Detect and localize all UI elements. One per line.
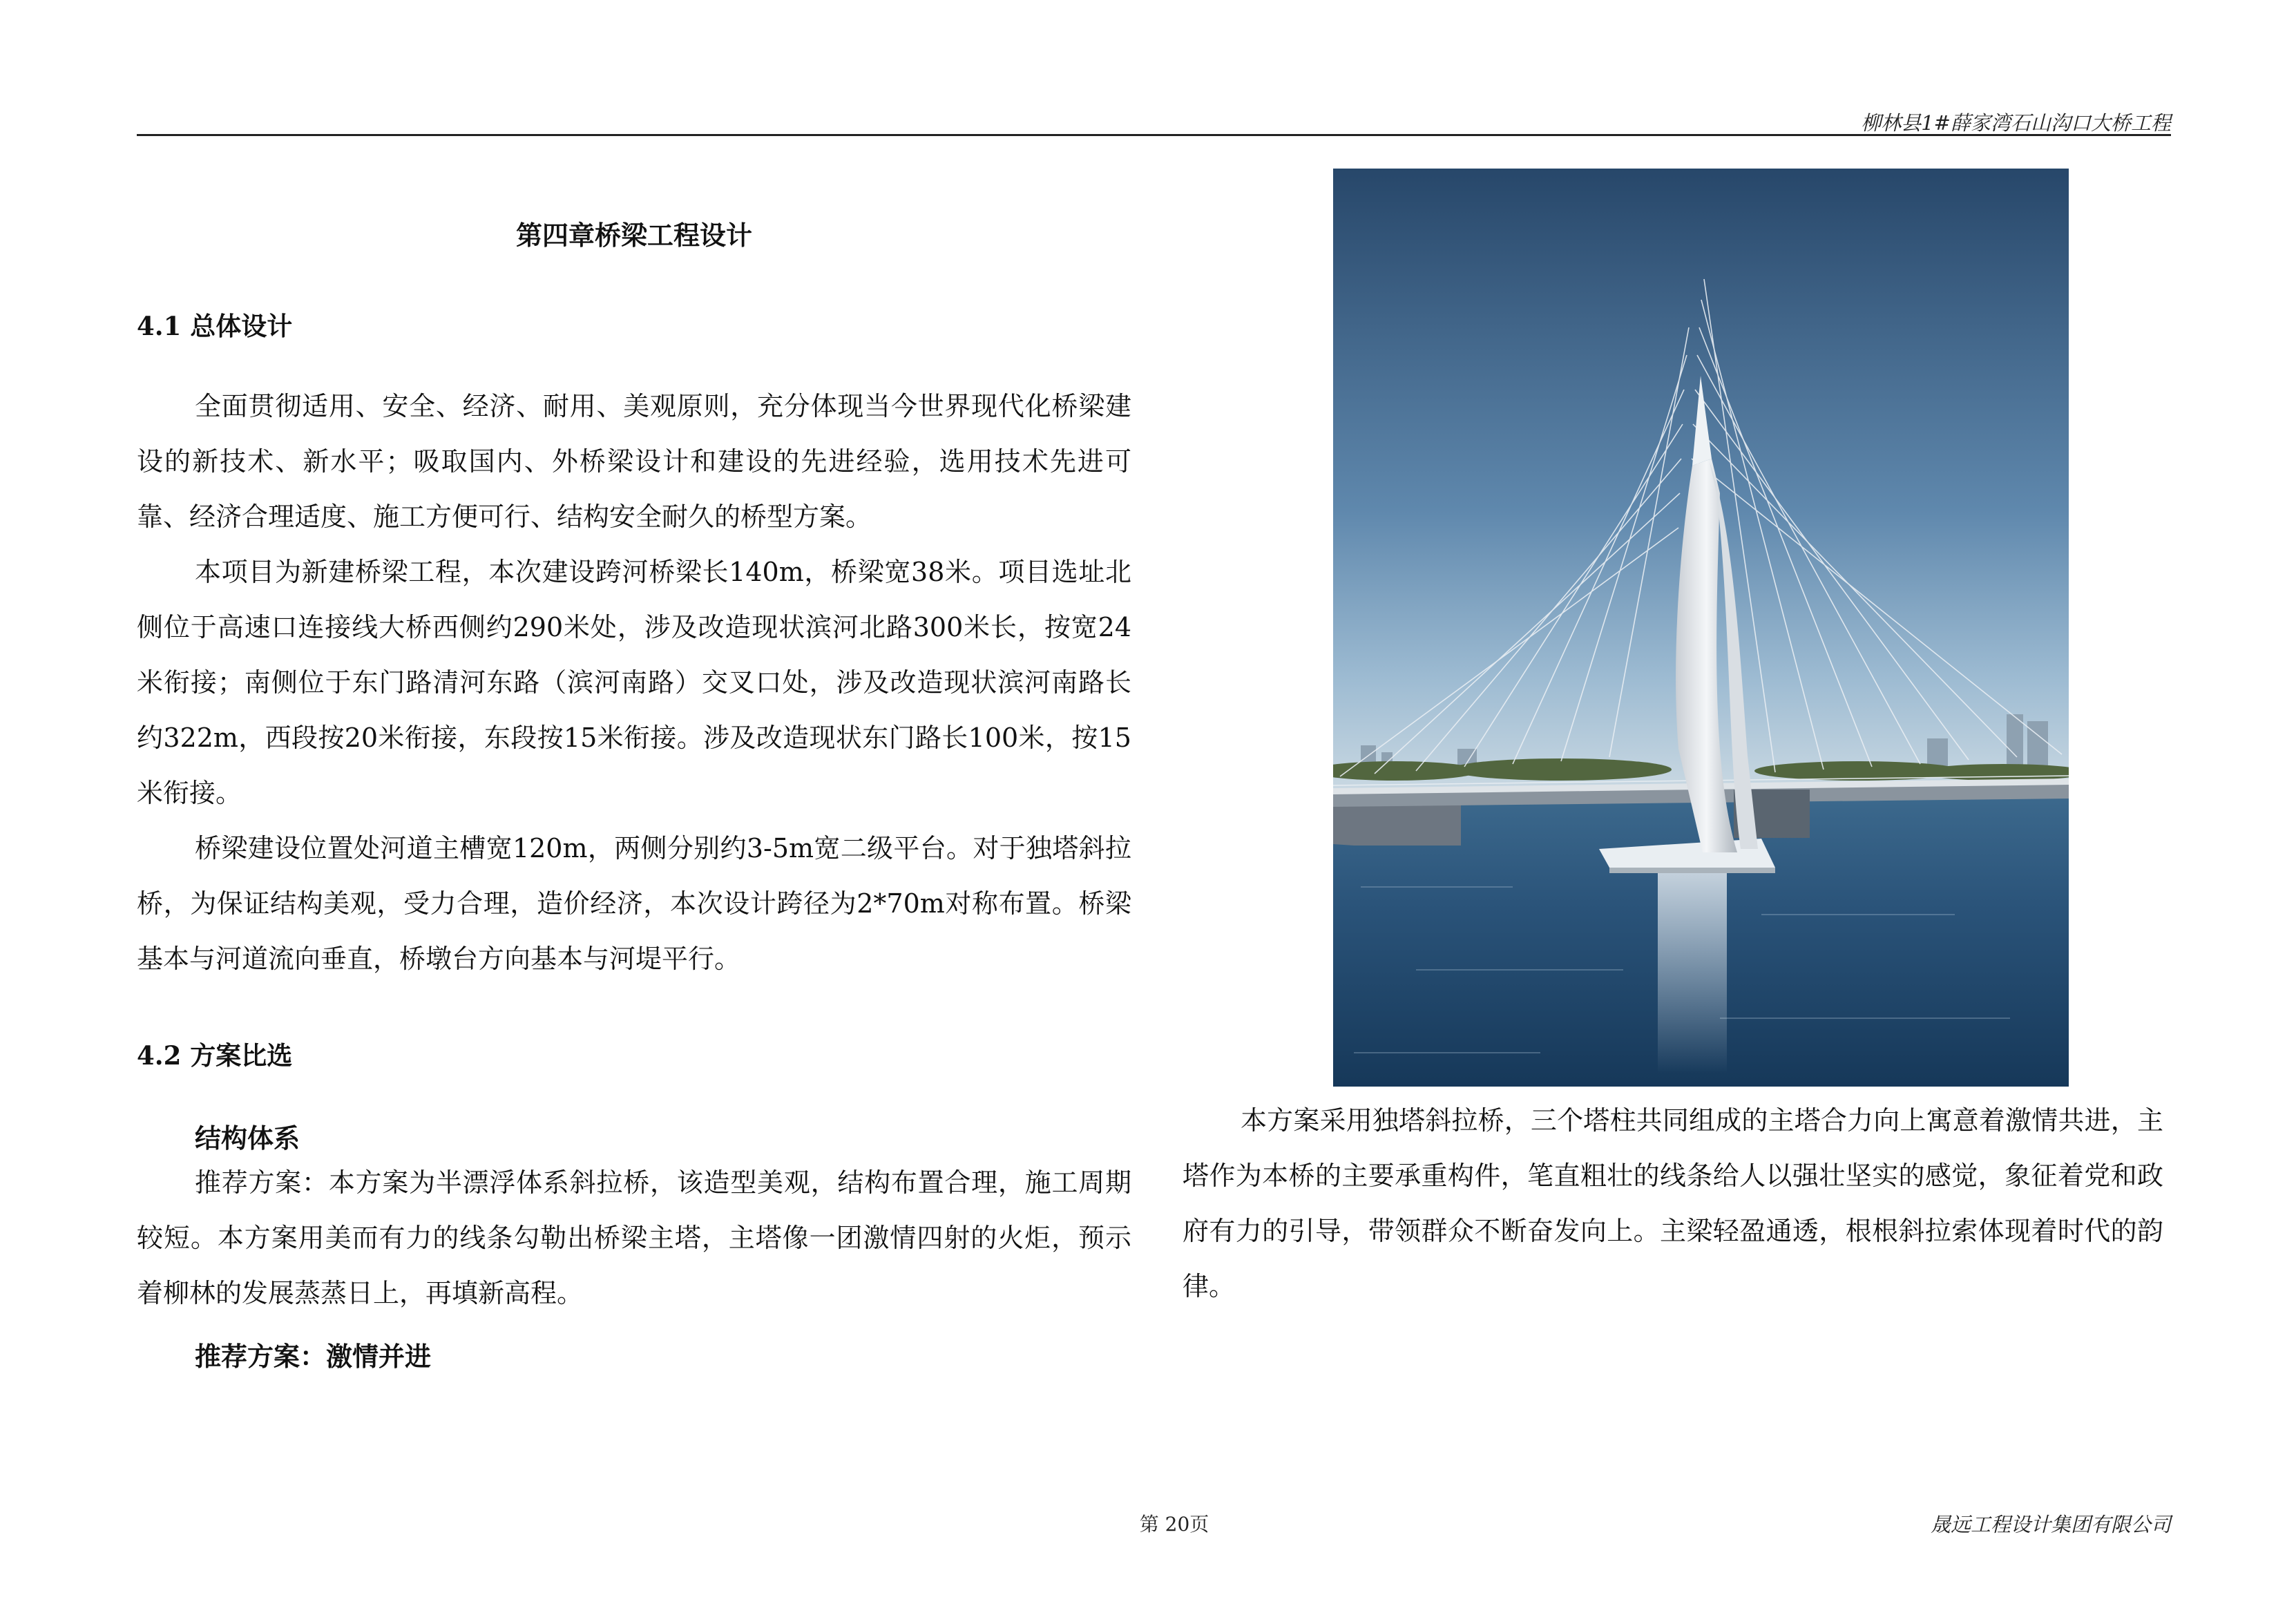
subheading-structure-system: 结构体系 xyxy=(195,1123,300,1154)
paragraph-principles: 全面贯彻适用、安全、经济、耐用、美观原则，充分体现当今世界现代化桥梁建设的新技术、新水平；吸取国内、外桥梁设计和建设的先进经验，选用技术先进可靠、经济合理适度、施工方便可行、结构安全耐久的桥型方案。 xyxy=(137,391,1131,532)
footer-company-name: 晟远工程设计集团有限公司 xyxy=(1930,1513,2171,1536)
page-number: 第 20页 xyxy=(1139,1513,1209,1536)
header-divider xyxy=(137,134,2171,136)
recommend-scheme-label: 推荐方案：激情并进 xyxy=(195,1341,432,1372)
chapter-title: 第四章桥梁工程设计 xyxy=(515,220,752,251)
section-heading-4-1: 4.1 总体设计 xyxy=(137,311,293,341)
header-project-title: 柳林县1#薛家湾石山沟口大桥工程 xyxy=(1861,111,2171,135)
paragraph-project-scope: 本项目为新建桥梁工程，本次建设跨河桥梁长140m，桥梁宽38米。项目选址北侧位于高速口连接线大桥西侧约290米处，涉及改造现状滨河北路300米长，按宽24米衔接；南侧位于东门路清河东路（滨河南路）交叉口处，涉及改造现状滨河南路长约322m，西段按20米衔接，东段按15米衔接。涉及改造现状东门路长100米，按15米衔接。 xyxy=(137,557,1131,808)
section-heading-4-2: 4.2 方案比选 xyxy=(137,1040,293,1071)
paragraph-recommended-scheme: 推荐方案：本方案为半漂浮体系斜拉桥，该造型美观，结构布置合理，施工周期较短。本方案用美而有力的线条勾勒出桥梁主塔，主塔像一团激情四射的火炬，预示着柳林的发展蒸蒸日上，再填新高程。 xyxy=(137,1167,1131,1308)
paragraph-bridge-location: 桥梁建设位置处河道主槽宽120m，两侧分别约3-5m宽二级平台。对于独塔斜拉桥，为保证结构美观，受力合理，造价经济，本次设计跨径为2*70m对称布置。桥梁基本与河道流向垂直，桥墩台方向基本与河堤平行。 xyxy=(137,833,1131,974)
bridge-caption-paragraph: 本方案采用独塔斜拉桥，三个塔柱共同组成的主塔合力向上寓意着激情共进，主塔作为本桥的主要承重构件，笔直粗壮的线条给人以强壮坚实的感觉，象征着党和政府有力的引导，带领群众不断奋发向上。主梁轻盈通透，根根斜拉索体现着时代的韵律。 xyxy=(1183,1105,2163,1301)
bridge-rendering-image xyxy=(1333,169,2069,1087)
